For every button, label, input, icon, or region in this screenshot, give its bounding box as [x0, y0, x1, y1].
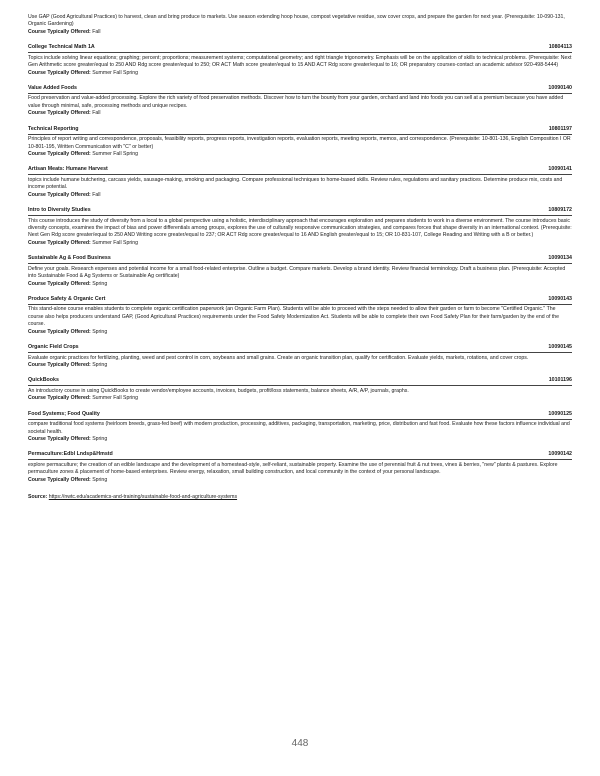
offered-value: Spring: [92, 476, 108, 483]
course-code: 10090143: [548, 295, 572, 302]
course-offered: [28, 329, 572, 336]
course-block: [28, 344, 572, 369]
course-offered: [28, 395, 572, 402]
course-header: [28, 255, 572, 264]
offered-label: Course Typically Offered:: [28, 395, 91, 402]
course-description: Principles of report writing and correspondence, proposals, feasibility reports, progress reports, investigation reports, evaluation reports, meeting reports, memos, and correspondence. (Prerequisite: 10-801-136, English Composition I OR 10-801-195, Written Communication with "C" or better): [28, 136, 571, 150]
course-code: 10804113: [548, 44, 572, 51]
course-code: 10101196: [548, 377, 572, 384]
course-code: 10090141: [548, 166, 572, 173]
course-block: [28, 166, 572, 199]
course-header: [28, 344, 572, 353]
course-description: topics include humane butchering, carcass yields, sausage-making, smoking and packaging. Compare professional techniques to home-based skills. Review rules, regulations and sanitary practices. Determine produce mix, costs and income potential.: [28, 176, 563, 191]
course-description: explore permaculture; the creation of an edible landscape and the development of a homestead-style, self-reliant, sustainable property. Examine the use of perennial fruit & nut trees, vines & berries, "new" plants & pastures. Explore permaculture zones & placement of home-based enterprises. Review energy, relaxation, small building construction, and local community in the context of your personal landscape.: [28, 461, 558, 476]
offered-value: Summer Fall Spring: [92, 239, 139, 246]
course-title: Produce Safety & Organic Cert: [28, 295, 106, 302]
offered-value: Fall: [92, 191, 101, 198]
course-block: [28, 44, 572, 77]
course-title: Organic Field Crops: [28, 344, 79, 351]
offered-label: Course Typically Offered:: [28, 110, 91, 117]
course-offered: [28, 70, 572, 77]
course-description: An introductory course in using QuickBooks to create vendor/employee accounts, invoices, budgets, profit/loss statements, balance sheets, A/R, A/P, journals, graphs.: [28, 387, 409, 394]
course-offered: [28, 477, 572, 484]
offered-value: Spring: [92, 436, 108, 442]
offered-value: Spring: [92, 280, 108, 287]
course-header: [28, 377, 572, 386]
course-description: This stand-alone course enables students to complete organic certification paperwork (an Organic Farm Plan). Students will be able to proceed with the steps needed to allow their garden or farm to become "Certified Organic." The course also helps producers understand GAP, (Good Agricultural Practices) requirements under the Food Safety Modernization Act. Students will be able to complete their own Food Safety Plan for their farm/garden by the end of the course.: [28, 306, 560, 328]
course-block: [28, 451, 572, 484]
source-label: Source:: [28, 494, 48, 501]
course-title: Technical Reporting: [28, 125, 79, 132]
offered-label: Course Typically Offered:: [28, 328, 91, 335]
course-header: [28, 166, 572, 175]
course-description: Define your goals. Research expenses and potential income for a small food-related enterprise. Outline a budget. Compare markets. Develop a brand identity. Review financial terminology. Draft a business plan. (Prerequisite: Accepted into Sustainable Food & Ag Systems or Sustainable Ag certificate): [28, 265, 566, 280]
source-link[interactable]: https://nwtc.edu/academics-and-training/sustainable-food-and-agriculture-systems: [48, 494, 238, 501]
course-code: 10090134: [548, 255, 572, 262]
offered-label: Course Typically Offered:: [28, 191, 91, 198]
course-block: [28, 411, 572, 444]
document-page: [28, 14, 572, 502]
course-description: Food preservation and value-added processing. Explore the rich variety of food preservation methods. Discover how to turn the bounty from your garden, orchard and land into foods you can sell at a premium because you have added value through minimal, safe, processing methods and unique recipes.: [28, 95, 564, 109]
course-header: [28, 207, 572, 216]
offered-value: Summer Fall Spring: [92, 150, 139, 157]
course-header: [28, 44, 572, 53]
intro-offered: [28, 29, 572, 36]
course-description: Topics include solving linear equations; graphing; percent; proportions; measurement systems; computational geometry; and right triangle trigonometry. Emphasis will be on the application of skills to technical problems. (Prerequisite: Next Gen Arithmetic score greater/equal to 250 AND Rdg score greater/equal to 250; OR ACT Math score greater/equal to 15 AND ACT Rdg score greater/equal to 16; OR preparatory courses-contact an academic advisor 920-498-5444): [28, 54, 572, 69]
course-title: Permaculture:Edbl Lndsp&Hmstd: [28, 451, 113, 458]
course-title: Artisan Meats: Humane Harvest: [28, 166, 108, 173]
offered-label: Course Typically Offered:: [28, 436, 91, 442]
course-code: 10090140: [548, 84, 572, 91]
offered-label: Course Typically Offered:: [28, 239, 91, 246]
course-title: Value Added Foods: [28, 84, 77, 91]
course-header: [28, 126, 572, 135]
offered-label: Course Typically Offered:: [28, 280, 91, 287]
course-offered: [28, 151, 572, 158]
course-code: 10090142: [548, 451, 572, 458]
course-offered: [28, 110, 572, 117]
course-title: Food Systems; Food Quality: [28, 410, 100, 417]
course-title: College Technical Math 1A: [28, 44, 95, 51]
course-block: [28, 126, 572, 159]
course-code: 10809172: [548, 207, 572, 214]
course-offered: [28, 192, 572, 199]
offered-value: Summer Fall Spring: [92, 69, 139, 76]
course-header: [28, 85, 572, 94]
offered-label: Course Typically Offered:: [28, 361, 91, 368]
offered-value: Fall: [92, 28, 101, 35]
course-block: [28, 296, 572, 336]
course-offered: [28, 436, 572, 443]
course-header: [28, 411, 572, 420]
course-header: [28, 296, 572, 305]
course-description: Evaluate organic practices for fertilizing, planting, weed and pest control in corn, soybeans and small grains. Create an organic transition plan, qualify for certification. Evaluate yields, markets, rotations, and cover crops.: [28, 354, 529, 361]
course-description: compare traditional food systems (heirloom breeds, grass-fed beef) with modern production, processing, additives, packaging, transportation, marketing, price, distribution and fast food. Evaluate how these factors influence individual and societal health.: [28, 421, 570, 435]
offered-value: Fall: [92, 110, 101, 117]
course-title: QuickBooks: [28, 377, 59, 384]
course-offered: [28, 240, 572, 247]
course-block: [28, 207, 572, 247]
course-block: [28, 255, 572, 288]
course-header: [28, 451, 572, 460]
offered-label: Course Typically Offered:: [28, 476, 91, 483]
offered-label: Course Typically Offered:: [28, 69, 91, 76]
course-code: 10090145: [548, 344, 572, 351]
intro-description: Use GAP (Good Agricultural Practices) to harvest, clean and bring produce to markets. Use season extending hoop house, compost vegetative residue, sow cover crops, and prepare the garden for next year. (Prerequisite: 10-090-131, Organic Gardening): [28, 14, 565, 28]
course-block: [28, 85, 572, 118]
page-number: 448: [291, 738, 309, 749]
course-block: [28, 377, 572, 402]
source-line: [28, 494, 572, 501]
course-offered: [28, 281, 572, 288]
course-offered: [28, 362, 572, 369]
offered-label: Course Typically Offered:: [28, 28, 91, 35]
offered-value: Summer Fall Spring: [92, 395, 139, 402]
course-title: Sustainable Ag & Food Business: [28, 255, 111, 262]
course-description: This course introduces the study of diversity from a local to a global perspective using a holistic, interdisciplinary approach that encourages exploration and prepares students to work in a diverse environment. The course introduces basic diversity concepts, examines the impact of bias and power differentials among groups, explores the use of culturally responsive communication strategies, and compares forces that shape diversity in an international context. (Prerequisite: Next Gen Rdg score greater/equal to 250 AND Writing score greater/equal to 237; OR ACT Rdg score greater/equal to 16 AND English greater/equal to 15; OR 10-831-107, College Reading and Writing with a B or better.): [28, 217, 572, 239]
course-code: 10090125: [548, 410, 572, 417]
offered-label: Course Typically Offered:: [28, 150, 91, 157]
course-title: Intro to Diversity Studies: [28, 207, 91, 214]
course-code: 10801197: [548, 125, 572, 132]
offered-value: Spring: [92, 328, 108, 335]
offered-value: Spring: [92, 361, 108, 368]
